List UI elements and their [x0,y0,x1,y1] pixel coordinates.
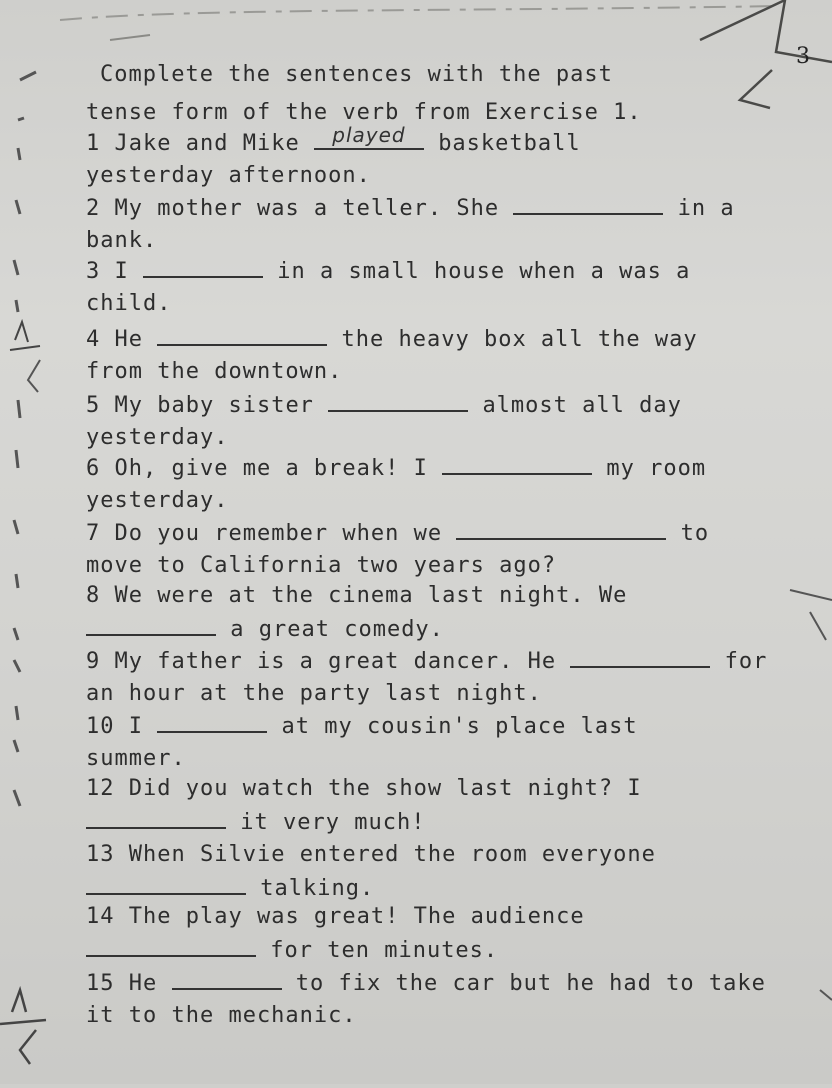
exercise-item-6-continued [86,488,228,513]
exercise-item-5 [86,392,682,418]
sentence-end: an hour at the party last night. [86,681,542,706]
exercise-item-15 [86,970,766,996]
exercise-item-4 [86,326,698,352]
exercise-item-4-continued [86,359,342,384]
exercise-item-13-continued [86,875,374,901]
item-number: 10 [86,714,129,739]
sentence-end: child. [86,291,172,316]
item-number: 13 [86,842,129,867]
sentence-start: My father is a great dancer. He [114,649,557,674]
sentence-start: I [114,259,129,284]
sentence-start: My mother was a teller. She [114,196,500,221]
exercise-item-12 [86,776,642,801]
sentence-middle: in a [677,196,735,221]
sentence-start: We were at the cinema last night. We [114,583,628,608]
sentence-end: yesterday. [86,488,229,513]
item-number: 9 [86,649,115,674]
sentence-end: it very much! [240,810,426,835]
exercise-item-6 [86,455,706,481]
item-number: 6 [86,456,115,481]
answer-blank[interactable] [513,195,663,215]
sentence-start: He [128,971,158,996]
exercise-item-9 [86,648,767,674]
exercise-item-1-continued [86,163,371,188]
page-number: 3 [796,44,810,69]
answer-blank[interactable] [172,970,282,990]
exercise-item-9-continued [86,681,542,706]
item-number: 15 [86,971,129,996]
answer-blank[interactable] [314,123,424,150]
answer-blank[interactable] [570,648,710,668]
item-number: 3 [86,259,115,284]
answer-blank[interactable] [456,520,666,540]
sentence-middle: to [680,521,710,546]
answer-blank[interactable] [157,326,327,346]
answer-blank[interactable] [328,392,468,412]
exercise-item-14 [86,904,585,929]
sentence-end: a great comedy. [230,617,444,642]
sentence-middle: to fix the car but he had to take [295,971,766,996]
exercise-item-10 [86,713,638,739]
answer-blank[interactable] [86,937,256,957]
sentence-middle: the heavy box all the way [341,327,698,352]
sentence-middle: for [724,649,768,674]
answer-blank[interactable] [86,809,226,829]
item-number: 4 [86,327,115,352]
exercise-item-12-continued [86,809,425,835]
exercise-item-7-continued [86,553,556,578]
sentence-end: for ten minutes. [270,938,499,963]
sentence-end: bank. [86,228,158,253]
answer-blank[interactable] [157,713,267,733]
sentence-end: yesterday. [86,425,229,450]
instructions-line-1: Complete the sentences with the past [100,62,613,87]
sentence-end: from the downtown. [86,359,343,384]
exercise-item-13 [86,842,656,867]
item-number: 12 [86,776,129,801]
exercise-item-14-continued [86,937,498,963]
item-number: 5 [86,393,115,418]
answer-blank[interactable] [442,455,592,475]
item-number: 2 [86,196,115,221]
instructions-line-2: tense form of the verb from Exercise 1. [86,100,642,125]
item-number: 8 [86,583,115,608]
exercise-item-10-continued [86,746,186,771]
sentence-start: I [128,714,143,739]
sentence-start: Jake and Mike [114,131,300,156]
exercise-item-15-continued [86,1003,357,1028]
exercise-item-8 [86,583,627,608]
sentence-middle: at my cousin's place last [281,714,638,739]
exercise-item-8-continued [86,616,444,642]
exercise-item-2-continued [86,228,157,253]
handwritten-answer: played [332,123,406,147]
sentence-start: Do you remember when we [114,521,443,546]
answer-blank[interactable] [86,616,216,636]
sentence-start: When Silvie entered the room everyone [128,842,656,867]
sentence-end: move to California two years ago? [86,553,557,578]
sentence-middle: almost all day [482,393,682,418]
exercise-item-1 [86,123,581,156]
sentence-start: He [114,327,143,352]
item-number: 7 [86,521,115,546]
sentence-end: it to the mechanic. [86,1003,357,1028]
sentence-start: Did you watch the show last night? I [128,776,642,801]
exercise-item-5-continued [86,425,228,450]
sentence-end: talking. [260,876,375,901]
exercise-item-3 [86,258,690,284]
answer-blank[interactable] [86,875,246,895]
exercise-item-2 [86,195,735,221]
sentence-end: yesterday afternoon. [86,163,371,188]
answer-blank[interactable] [143,258,263,278]
sentence-start: Oh, give me a break! I [114,456,428,481]
sentence-end: summer. [86,746,186,771]
sentence-middle: basketball [438,131,581,156]
sentence-middle: in a small house when a was a [277,259,691,284]
exercise-item-7 [86,520,709,546]
sentence-middle: my room [606,456,707,481]
sentence-start: The play was great! The audience [128,904,585,929]
exercise-item-3-continued [86,291,171,316]
item-number: 14 [86,904,129,929]
sentence-start: My baby sister [114,393,314,418]
item-number: 1 [86,131,115,156]
